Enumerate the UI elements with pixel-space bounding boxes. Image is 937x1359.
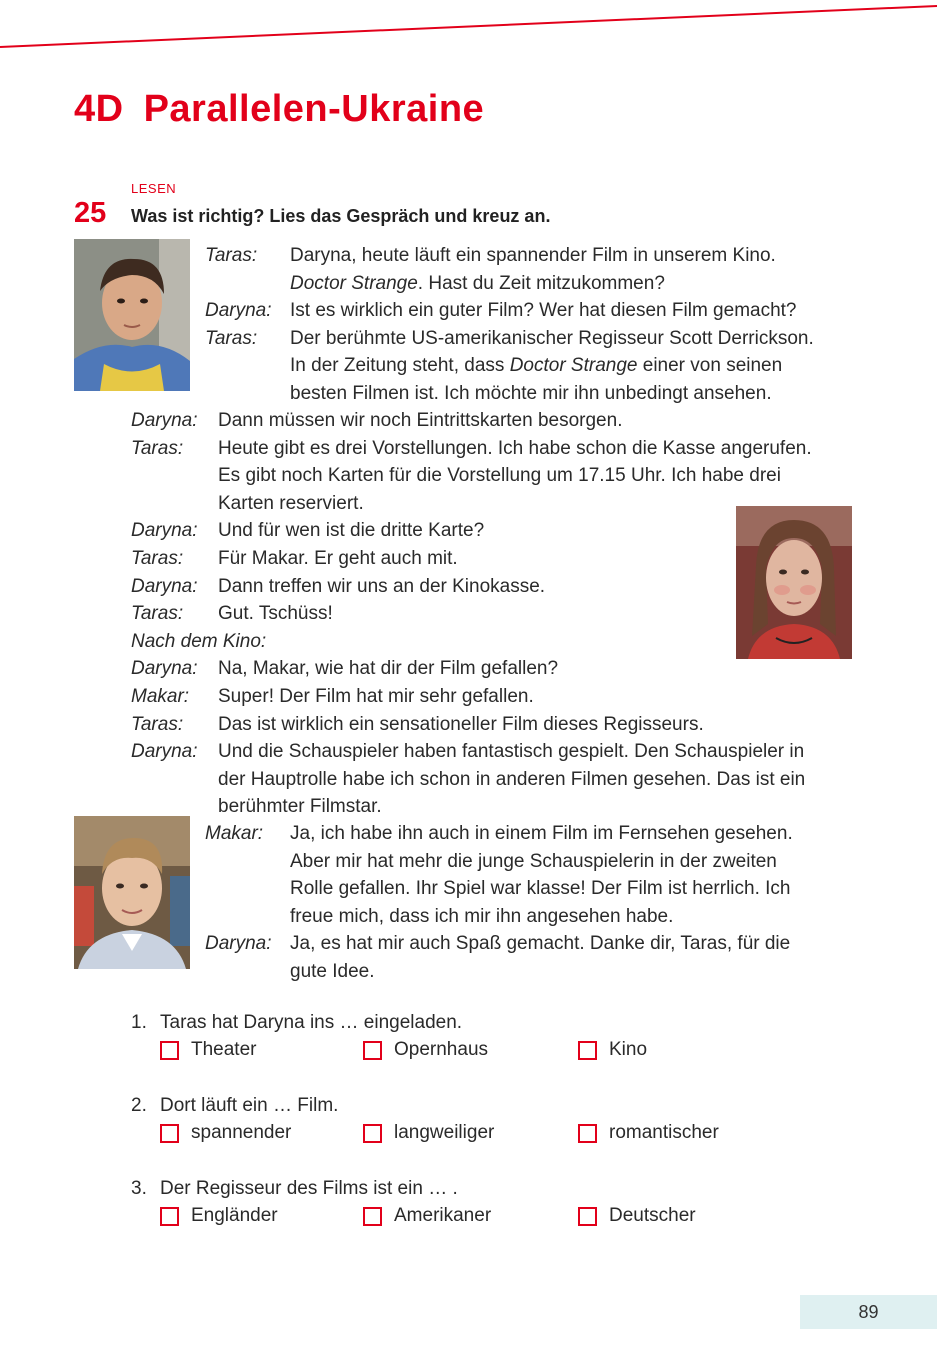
question-text: Der Regisseur des Films ist ein … . (160, 1178, 458, 1199)
speaker-label (131, 793, 218, 821)
line-text: Ja, es hat mir auch Spaß gemacht. Danke dir, Taras, für die (290, 933, 791, 955)
line-text: besten Filmen ist. Ich möchte mir ihn unbedingt ansehen. (290, 382, 772, 404)
checkbox[interactable] (578, 1124, 597, 1143)
checkbox[interactable] (363, 1124, 382, 1143)
question-stem (131, 1012, 462, 1039)
option-label: langweiliger (394, 1122, 495, 1143)
speaker-label: Daryna: (131, 410, 198, 431)
option-label: Opernhaus (394, 1039, 489, 1060)
line-text: Daryna, heute läuft ein spannender Film in unserem Kino. (290, 245, 776, 266)
question-item (131, 1178, 696, 1261)
line-text: Es gibt noch Karten für die Vorstellung um 17.15 Uhr. Ich habe drei (218, 465, 781, 487)
line-text: gute Idee. (290, 960, 375, 982)
question-stem (131, 1178, 462, 1205)
dialog-line (131, 573, 812, 601)
line-text: Na, Makar, wie hat dir der Film gefallen? (218, 658, 559, 680)
speaker-label (205, 848, 290, 876)
dialog-part-3 (205, 820, 793, 986)
page-number: 89 (800, 1295, 937, 1329)
dialog-line (131, 407, 812, 435)
speaker-label: Daryna: (131, 520, 198, 542)
answer-option[interactable] (363, 1205, 491, 1227)
speaker-label: Daryna: (131, 658, 198, 680)
question-number: 2. (131, 1095, 147, 1116)
speaker-label (205, 875, 290, 903)
option-label: Deutscher (609, 1205, 696, 1226)
dialog-line (131, 600, 812, 628)
line-text: der Hauptrolle habe ich schon in anderen Filmen gesehen. Das ist ein (218, 768, 806, 790)
line-text: Rolle gefallen. Ihr Spiel war klasse! Der Film ist herrlich. Ich (290, 878, 791, 900)
line-text: Karten reserviert. (218, 492, 364, 514)
option-label: spannender (191, 1122, 292, 1143)
dialog-line (131, 462, 812, 490)
dialog-line (205, 958, 793, 986)
answer-option[interactable] (578, 1205, 696, 1227)
answer-options (131, 1122, 719, 1150)
question-text: Taras hat Daryna ins … eingeladen. (160, 1012, 463, 1033)
section-tag: LESEN (131, 181, 177, 196)
speaker-label (131, 462, 218, 490)
dialog-line (131, 738, 812, 766)
dialog-part-1 (205, 242, 814, 408)
question-number: 1. (131, 1012, 147, 1033)
dialog-line (205, 270, 814, 298)
line-text: Dann treffen wir uns an der Kinokasse. (218, 575, 546, 597)
dialog-line (205, 875, 793, 903)
dialog-line (205, 352, 814, 380)
line-text: Und die Schauspieler haben fantastisch gespielt. Den Schauspieler in (218, 741, 805, 763)
dialog-line (205, 903, 793, 931)
line-text: Für Makar. Er geht auch mit. (218, 547, 458, 569)
option-label: romantischer (609, 1122, 719, 1143)
line-text: berühmter Filmstar. (218, 796, 382, 818)
quiz-questions (131, 1012, 719, 1261)
question-stem (131, 1095, 462, 1122)
answer-option[interactable] (578, 1122, 719, 1144)
speaker-label: Taras: (205, 245, 258, 266)
speaker-label: Taras: (131, 437, 184, 459)
question-item (131, 1012, 648, 1095)
line-text: Dann müssen wir noch Eintrittskarten besorgen. (218, 410, 623, 431)
dialog-line (205, 325, 814, 353)
answer-options (131, 1205, 696, 1233)
line-text: Ja, ich habe ihn auch in einem Film im Fernsehen gesehen. (290, 823, 793, 844)
dialog-line (131, 711, 812, 739)
task-instruction: Was ist richtig? Lies das Gespräch und kreuz an. (131, 206, 551, 226)
line-text: Das ist wirklich ein sensationeller Film dieses Regisseurs. (218, 713, 704, 735)
dialog-line (205, 242, 814, 270)
answer-option[interactable] (363, 1122, 494, 1144)
answer-option[interactable] (578, 1039, 647, 1061)
option-label: Theater (191, 1039, 257, 1060)
dialog-line (131, 435, 812, 463)
chapter-number: 4D (74, 88, 124, 130)
dialog-line (131, 490, 812, 518)
dialog-line (131, 683, 812, 711)
line-text: Super! Der Film hat mir sehr gefallen. (218, 685, 534, 707)
header-rule (0, 0, 937, 60)
dialog-line (205, 297, 814, 325)
line-text: Gut. Tschüss! (218, 603, 333, 625)
narration-text: Nach dem Kino: (131, 630, 267, 652)
chapter-name: Parallelen-Ukraine (143, 88, 485, 130)
speaker-label: Taras: (131, 713, 184, 735)
option-label: Kino (609, 1039, 648, 1060)
dialog-line (205, 820, 793, 848)
dialog-line (205, 930, 793, 958)
line-text: freue mich, dass ich mir ihn angesehen habe. (290, 905, 674, 927)
speaker-label (205, 380, 290, 408)
speaker-label (205, 270, 290, 298)
answer-option[interactable] (160, 1122, 291, 1144)
dialog-narration (131, 628, 812, 656)
line-text: Ist es wirklich ein guter Film? Wer hat diesen Film gemacht? (290, 300, 797, 322)
speaker-label: Taras: (205, 327, 258, 349)
checkbox[interactable] (160, 1041, 179, 1060)
speaker-label (131, 490, 218, 518)
line-text: Der berühmte US-amerikanischer Regisseur Scott Derrickson. (290, 327, 814, 349)
answer-option[interactable] (363, 1039, 488, 1061)
answer-options (131, 1039, 648, 1067)
dialog-line (131, 655, 812, 683)
answer-option[interactable] (160, 1039, 256, 1061)
dialog-line (131, 766, 812, 794)
speaker-label: Daryna: (205, 300, 272, 322)
line-text: Heute gibt es drei Vorstellungen. Ich habe schon die Kasse angerufen. (218, 437, 812, 459)
checkbox[interactable] (160, 1124, 179, 1143)
line-text: Und für wen ist die dritte Karte? (218, 520, 485, 542)
speaker-label: Makar: (205, 823, 264, 844)
question-text: Dort läuft ein … Film. (160, 1095, 339, 1116)
task-number: 25 (74, 197, 107, 229)
question-number: 3. (131, 1178, 147, 1199)
question-item (131, 1095, 719, 1178)
option-label: Amerikaner (394, 1205, 492, 1226)
checkbox[interactable] (363, 1207, 382, 1226)
answer-option[interactable] (160, 1205, 278, 1227)
dialog-line (131, 793, 812, 821)
chapter-title (74, 88, 484, 131)
speaker-label: Daryna: (205, 933, 272, 955)
speaker-label: Daryna: (131, 741, 198, 763)
dialog-line (205, 380, 814, 408)
line-text: In der Zeitung steht, dass Doctor Strange einer von seinen (290, 355, 783, 377)
checkbox[interactable] (578, 1207, 597, 1226)
speaker-label (131, 766, 218, 794)
dialog-line (131, 517, 812, 545)
line-text: Doctor Strange. Hast du Zeit mitzukommen? (290, 272, 665, 294)
speaker-label (205, 903, 290, 931)
photo-boy-makar (74, 816, 190, 969)
speaker-label: Taras: (131, 547, 184, 569)
checkbox[interactable] (363, 1041, 382, 1060)
speaker-label: Daryna: (131, 575, 198, 597)
dialog-part-2 (131, 407, 812, 821)
option-label: Engländer (191, 1205, 278, 1226)
dialog-line (131, 545, 812, 573)
checkbox[interactable] (578, 1041, 597, 1060)
photo-boy-taras (74, 239, 190, 391)
speaker-label (205, 352, 290, 380)
line-text: Aber mir hat mehr die junge Schauspielerin in der zweiten (290, 850, 777, 872)
speaker-label: Makar: (131, 685, 190, 707)
speaker-label (205, 958, 290, 986)
checkbox[interactable] (160, 1207, 179, 1226)
dialog-line (205, 848, 793, 876)
speaker-label: Taras: (131, 603, 184, 625)
